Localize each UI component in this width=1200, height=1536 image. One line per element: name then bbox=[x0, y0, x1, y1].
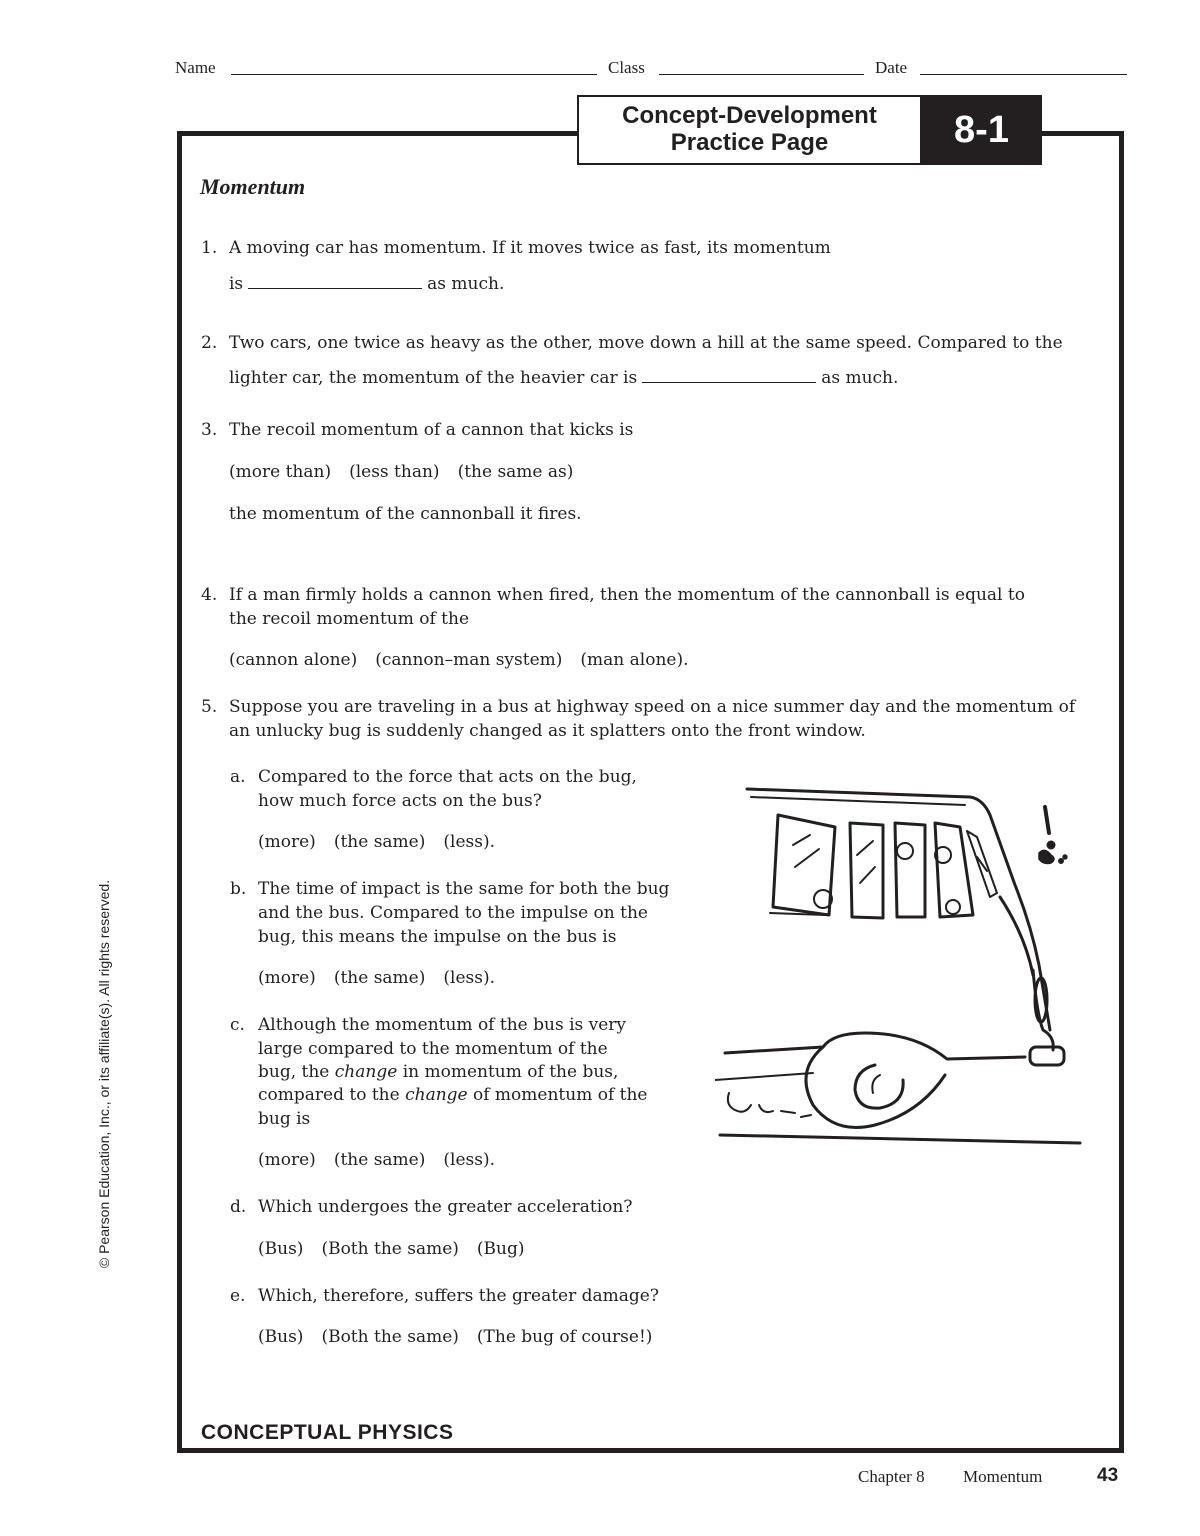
q1-number: 1. bbox=[201, 238, 218, 258]
q4-text-2: the recoil momentum of the bbox=[229, 609, 470, 629]
q5c-text-2: large compared to the momentum of the bbox=[258, 1039, 608, 1059]
q5c-option-3[interactable]: (less). bbox=[443, 1150, 495, 1170]
title-line-2: Practice Page bbox=[670, 129, 829, 156]
q2-post: as much. bbox=[821, 368, 899, 388]
q5b-label: b. bbox=[230, 879, 247, 899]
q5c-text-5: bug is bbox=[258, 1109, 311, 1129]
q5a-option-1[interactable]: (more) bbox=[258, 832, 316, 852]
q3-text-end: the momentum of the cannonball it fires. bbox=[229, 504, 582, 524]
q1-text: A moving car has momentum. If it moves twice as fast, its momentum bbox=[229, 238, 831, 258]
q4-text-1: If a man firmly holds a cannon when fired, then the momentum of the cannonball is equal to bbox=[229, 585, 1025, 605]
q5c-line3-pre: bug, the bbox=[258, 1062, 330, 1082]
chapter-label: Chapter 8 bbox=[858, 1467, 925, 1486]
q5d-options bbox=[258, 1237, 543, 1261]
q4-option-2[interactable]: (cannon–man system) bbox=[375, 650, 563, 670]
q5c-text-4 bbox=[258, 1083, 648, 1107]
q5c-line3-post: in momentum of the bus, bbox=[402, 1062, 619, 1082]
q5-text-2: an unlucky bug is suddenly changed as it splatters onto the front window. bbox=[229, 721, 866, 741]
q4-options bbox=[229, 648, 707, 672]
q5d-option-1[interactable]: (Bus) bbox=[258, 1239, 304, 1259]
q1-post: as much. bbox=[427, 274, 505, 294]
chapter-title: Momentum bbox=[963, 1467, 1043, 1486]
q3-option-3[interactable]: (the same as) bbox=[457, 462, 574, 482]
title-box bbox=[577, 95, 922, 165]
q5c-line3-em: change bbox=[334, 1062, 398, 1082]
page-number: 43 bbox=[1097, 1465, 1119, 1486]
q5a-label: a. bbox=[230, 767, 246, 787]
bus-bug-splat-icon bbox=[715, 775, 1087, 1150]
q5-text-1: Suppose you are traveling in a bus at highway speed on a nice summer day and the momentum of bbox=[229, 697, 1076, 717]
q5c-line4-em: change bbox=[405, 1085, 468, 1105]
section-title: Momentum bbox=[200, 174, 306, 199]
q5e-label: e. bbox=[230, 1286, 246, 1306]
q5c-line4-post: of momentum of the bbox=[473, 1085, 648, 1105]
page-number-badge: 8-1 bbox=[921, 95, 1042, 165]
q5e-options bbox=[258, 1325, 670, 1349]
q5-number: 5. bbox=[201, 697, 218, 717]
q5b-text-1: The time of impact is the same for both the bug bbox=[258, 879, 670, 899]
class-label: Class bbox=[608, 58, 645, 77]
q5c-option-1[interactable]: (more) bbox=[258, 1150, 316, 1170]
q5c-options bbox=[258, 1148, 513, 1172]
q2-answer-line bbox=[229, 366, 898, 390]
name-field[interactable] bbox=[231, 74, 597, 75]
q5a-text-1: Compared to the force that acts on the bug, bbox=[258, 767, 637, 787]
q1-blank[interactable] bbox=[248, 273, 422, 289]
date-field[interactable] bbox=[920, 74, 1127, 75]
q2-number: 2. bbox=[201, 333, 218, 353]
q2-text: Two cars, one twice as heavy as the other, move down a hill at the same speed. Compared to the bbox=[229, 333, 1063, 353]
q5e-text: Which, therefore, suffers the greater damage? bbox=[258, 1286, 659, 1306]
q3-text: The recoil momentum of a cannon that kicks is bbox=[229, 420, 634, 440]
date-label: Date bbox=[875, 58, 908, 77]
q5a-option-2[interactable]: (the same) bbox=[333, 832, 426, 852]
title-line-1: Concept-Development bbox=[622, 102, 877, 129]
class-field[interactable] bbox=[659, 74, 864, 75]
q5a-options bbox=[258, 830, 513, 854]
q4-option-1[interactable]: (cannon alone) bbox=[229, 650, 358, 670]
book-title: CONCEPTUAL PHYSICS bbox=[201, 1421, 454, 1444]
q5b-text-3: bug, this means the impulse on the bus is bbox=[258, 927, 617, 947]
q2-pre: lighter car, the momentum of the heavier car is bbox=[229, 368, 638, 388]
q5c-line4-pre: compared to the bbox=[258, 1085, 400, 1105]
q5b-option-1[interactable]: (more) bbox=[258, 968, 316, 988]
q5d-label: d. bbox=[230, 1197, 247, 1217]
copyright-notice: © Pearson Education, Inc., or its affiliate(s). All rights reserved. bbox=[96, 879, 112, 1269]
q5b-option-3[interactable]: (less). bbox=[443, 968, 495, 988]
q5b-option-2[interactable]: (the same) bbox=[333, 968, 426, 988]
q5b-text-2: and the bus. Compared to the impulse on the bbox=[258, 903, 648, 923]
q5c-label: c. bbox=[230, 1015, 245, 1035]
q5e-option-2[interactable]: (Both the same) bbox=[321, 1327, 459, 1347]
q5d-option-3[interactable]: (Bug) bbox=[476, 1239, 525, 1259]
q3-options bbox=[229, 460, 591, 484]
q5c-option-2[interactable]: (the same) bbox=[333, 1150, 426, 1170]
q5e-option-3[interactable]: (The bug of course!) bbox=[476, 1327, 653, 1347]
q5e-option-1[interactable]: (Bus) bbox=[258, 1327, 304, 1347]
q5d-text: Which undergoes the greater acceleration? bbox=[258, 1197, 633, 1217]
q5a-option-3[interactable]: (less). bbox=[443, 832, 495, 852]
q3-option-2[interactable]: (less than) bbox=[349, 462, 440, 482]
q4-number: 4. bbox=[201, 585, 218, 605]
q5d-option-2[interactable]: (Both the same) bbox=[321, 1239, 459, 1259]
q3-option-1[interactable]: (more than) bbox=[229, 462, 332, 482]
q1-pre: is bbox=[229, 274, 244, 294]
q5a-text-2: how much force acts on the bus? bbox=[258, 791, 542, 811]
q3-number: 3. bbox=[201, 420, 218, 440]
q4-option-3[interactable]: (man alone). bbox=[580, 650, 689, 670]
q5c-text-3 bbox=[258, 1060, 618, 1084]
name-label: Name bbox=[175, 58, 216, 77]
q2-blank[interactable] bbox=[642, 367, 816, 383]
q1-answer-line bbox=[229, 272, 504, 296]
q5b-options bbox=[258, 966, 513, 990]
q5c-text-1: Although the momentum of the bus is very bbox=[258, 1015, 627, 1035]
